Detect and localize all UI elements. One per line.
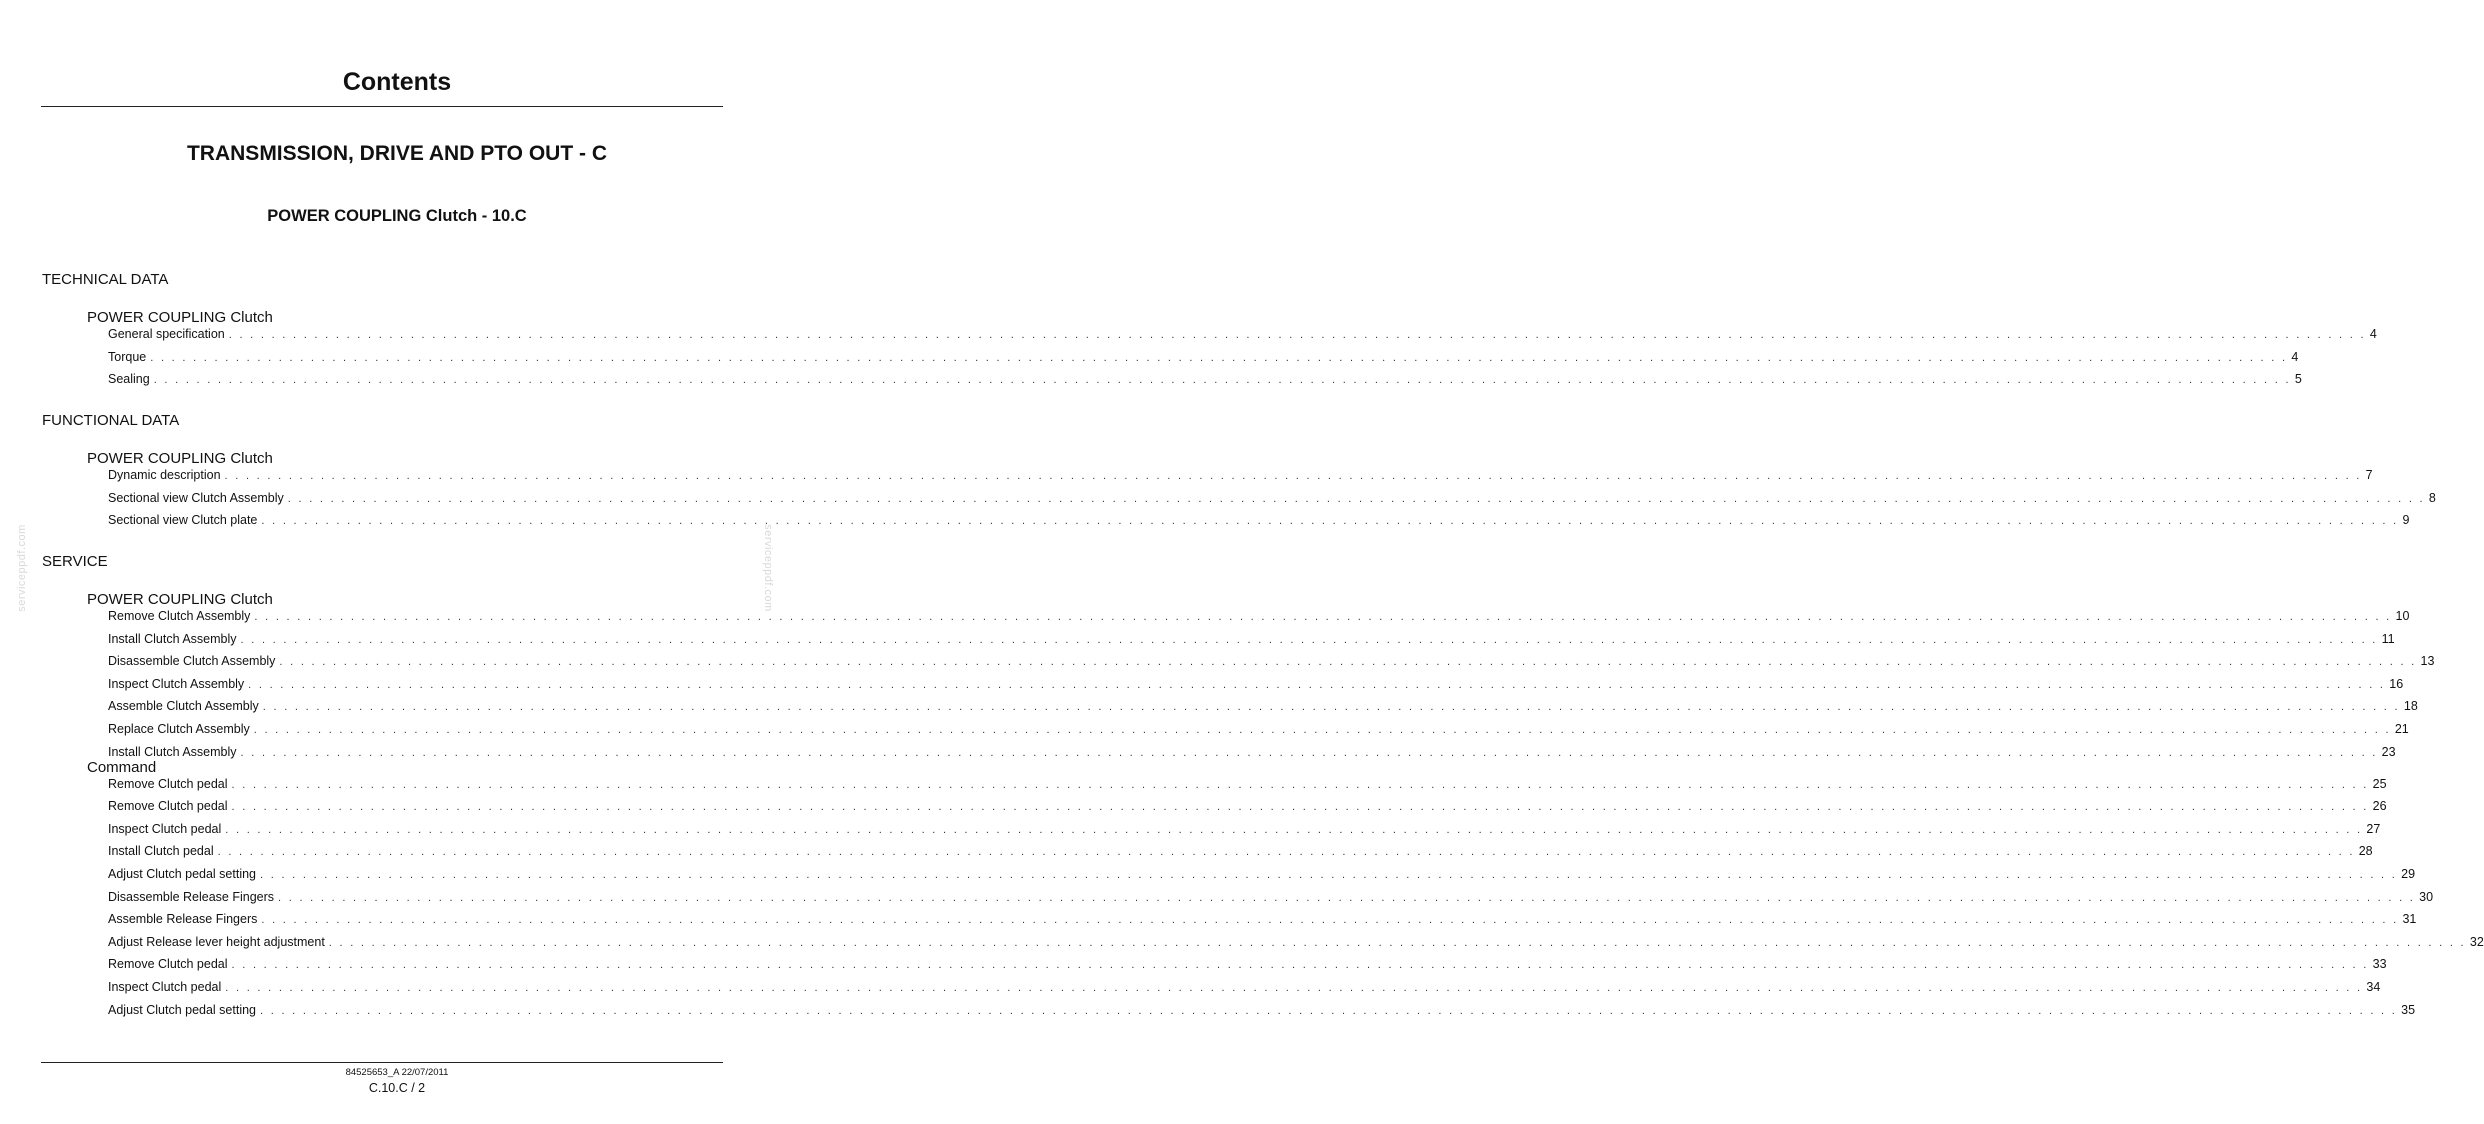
- toc-dot-leader: . . . . . . . . . . . . . . . . . . . . . . . . . . . . . . . . . . . . . . . . . . . . . . . . . . . . . . . . . . . . . . . . . . . . . . . . . . . . . . . . . . . . . . . . . . . . . . . . . . . . . . . . . . . . . . . . . . . . . . . . . . . . . . . . . . . . . . . . . . . . . . . . . . . . . . . . . . . . . . . . . . . . . . . . . . . . . . . . . . . . . . . . . . . . . . . . . . . . . . . .: [262, 701, 2400, 714]
- toc-entry-label: Disassemble Release Fingers: [108, 889, 275, 904]
- toc-category-title: SERVICE: [42, 553, 108, 570]
- toc-group-title: Command: [87, 758, 157, 776]
- toc-entry-label: Remove Clutch pedal: [108, 799, 228, 814]
- watermark-left: serviceppdf.com: [16, 524, 28, 612]
- toc-entry[interactable]: [108, 490, 2436, 506]
- toc-category-title: TECHNICAL DATA: [42, 271, 169, 288]
- toc-entry-page-number: 26: [2372, 799, 2387, 814]
- toc-entry-label: Install Clutch pedal: [108, 844, 214, 859]
- toc-group-title: POWER COUPLING Clutch: [87, 591, 273, 608]
- toc-entry-page-number: 23: [2381, 744, 2396, 759]
- toc-entry-page-number: 29: [2401, 867, 2416, 881]
- toc-entry[interactable]: [108, 1002, 2416, 1018]
- toc-entry-label: Dynamic description: [108, 468, 221, 482]
- toc-entry[interactable]: [108, 349, 2299, 365]
- toc-dot-leader: . . . . . . . . . . . . . . . . . . . . . . . . . . . . . . . . . . . . . . . . . . . . . . . . . . . . . . . . . . . . . . . . . . . . . . . . . . . . . . . . . . . . . . . . . . . . . . . . . . . . . . . . . . . . . . . . . . . . . . . . . . . . . . . . . . . . . . . . . . . . . . . . . . . . . . . . . . . . . . . . . . . . . . . . . . . . . . . . . . . . . . . . . . . . . . . . . . . . . . . .: [217, 846, 2355, 859]
- toc-dot-leader: . . . . . . . . . . . . . . . . . . . . . . . . . . . . . . . . . . . . . . . . . . . . . . . . . . . . . . . . . . . . . . . . . . . . . . . . . . . . . . . . . . . . . . . . . . . . . . . . . . . . . . . . . . . . . . . . . . . . . . . . . . . . . . . . . . . . . . . . . . . . . . . . . . . . . . . . . . . . . . . . . . . . . . . . . . . . . . . . . . . . . . . . . . . . . . . . . . . . . . . .: [287, 492, 2425, 505]
- toc-dot-leader: . . . . . . . . . . . . . . . . . . . . . . . . . . . . . . . . . . . . . . . . . . . . . . . . . . . . . . . . . . . . . . . . . . . . . . . . . . . . . . . . . . . . . . . . . . . . . . . . . . . . . . . . . . . . . . . . . . . . . . . . . . . . . . . . . . . . . . . . . . . . . . . . . . . . . . . . . . . . . . . . . . . . . . . . . . . . . . . . . . . . . . . . . . . . . . . . . . . . . . . .: [240, 746, 2378, 759]
- toc-entry-label: Replace Clutch Assembly: [108, 722, 250, 736]
- toc-entry-label: Adjust Release lever height adjustment: [108, 934, 325, 949]
- toc-entry-label: Adjust Clutch pedal setting: [108, 867, 257, 881]
- toc-dot-leader: . . . . . . . . . . . . . . . . . . . . . . . . . . . . . . . . . . . . . . . . . . . . . . . . . . . . . . . . . . . . . . . . . . . . . . . . . . . . . . . . . . . . . . . . . . . . . . . . . . . . . . . . . . . . . . . . . . . . . . . . . . . . . . . . . . . . . . . . . . . . . . . . . . . . . . . . . . . . . . . . . . . . . . . . . . . . . . . . . . . . . . . . . . . . . . . . . . . . . . . .: [260, 869, 2398, 881]
- toc-dot-leader: . . . . . . . . . . . . . . . . . . . . . . . . . . . . . . . . . . . . . . . . . . . . . . . . . . . . . . . . . . . . . . . . . . . . . . . . . . . . . . . . . . . . . . . . . . . . . . . . . . . . . . . . . . . . . . . . . . . . . . . . . . . . . . . . . . . . . . . . . . . . . . . . . . . . . . . . . . . . . . . . . . . . . . . . . . . . . . . . . . . . . . . . . . . . . . . . . . . . . . . .: [254, 611, 2392, 623]
- toc-entry-label: Assemble Clutch Assembly: [108, 699, 259, 714]
- toc-entry-page-number: 11: [2381, 631, 2395, 646]
- toc-entry-page-number: 35: [2401, 1002, 2416, 1017]
- toc-group-title: POWER COUPLING Clutch: [87, 309, 273, 326]
- toc-category-title: FUNCTIONAL DATA: [42, 412, 180, 429]
- toc-entry-label: Adjust Clutch pedal setting: [108, 1002, 257, 1017]
- toc-entry-page-number: 5: [2294, 372, 2302, 387]
- toc-entry-page-number: 25: [2372, 776, 2387, 791]
- toc-entry-page-number: 27: [2366, 821, 2381, 836]
- toc-entry[interactable]: [108, 721, 2409, 737]
- toc-dot-leader: . . . . . . . . . . . . . . . . . . . . . . . . . . . . . . . . . . . . . . . . . . . . . . . . . . . . . . . . . . . . . . . . . . . . . . . . . . . . . . . . . . . . . . . . . . . . . . . . . . . . . . . . . . . . . . . . . . . . . . . . . . . . . . . . . . . . . . . . . . . . . . . . . . . . . . . . . . . . . . . . . . . . . . . . . . . . . . . . . . . . . . . . . . . . . . . . . . . . . . . .: [240, 633, 2378, 646]
- toc-dot-leader: . . . . . . . . . . . . . . . . . . . . . . . . . . . . . . . . . . . . . . . . . . . . . . . . . . . . . . . . . . . . . . . . . . . . . . . . . . . . . . . . . . . . . . . . . . . . . . . . . . . . . . . . . . . . . . . . . . . . . . . . . . . . . . . . . . . . . . . . . . . . . . . . . . . . . . . . . . . . . . . . . . . . . . . . . . . . . . . . . . . . . . . . . . . . . . . . . . . . . . . .: [279, 656, 2417, 669]
- toc-entry-label: Assemble Release Fingers: [108, 912, 258, 927]
- toc-entry-label: Sectional view Clutch plate: [108, 513, 258, 528]
- toc-entry-page-number: 7: [2365, 468, 2373, 482]
- toc-entry[interactable]: [108, 911, 2417, 927]
- toc-dot-leader: . . . . . . . . . . . . . . . . . . . . . . . . . . . . . . . . . . . . . . . . . . . . . . . . . . . . . . . . . . . . . . . . . . . . . . . . . . . . . . . . . . . . . . . . . . . . . . . . . . . . . . . . . . . . . . . . . . . . . . . . . . . . . . . . . . . . . . . . . . . . . . . . . . . . . . . . . . . . . . . . . . . . . . . . . . . . . . . . . . . . . . . . . . . . . . . . . . . . . . . .: [328, 936, 2466, 949]
- watermark-right: serviceppdf.com: [762, 524, 774, 612]
- toc-entry[interactable]: [108, 512, 2410, 528]
- toc-dot-leader: . . . . . . . . . . . . . . . . . . . . . . . . . . . . . . . . . . . . . . . . . . . . . . . . . . . . . . . . . . . . . . . . . . . . . . . . . . . . . . . . . . . . . . . . . . . . . . . . . . . . . . . . . . . . . . . . . . . . . . . . . . . . . . . . . . . . . . . . . . . . . . . . . . . . . . . . . . . . . . . . . . . . . . . . . . . . . . . . . . . . . . . . . . . . . . . . . . . . . . . .: [231, 959, 2369, 972]
- toc-entry[interactable]: [108, 371, 2302, 387]
- toc-entry-label: Remove Clutch Assembly: [108, 609, 251, 623]
- toc-entry-page-number: 28: [2358, 844, 2373, 859]
- toc-entry-label: Torque: [108, 349, 147, 364]
- toc-entry[interactable]: [108, 744, 2396, 760]
- toc-dot-leader: . . . . . . . . . . . . . . . . . . . . . . . . . . . . . . . . . . . . . . . . . . . . . . . . . . . . . . . . . . . . . . . . . . . . . . . . . . . . . . . . . . . . . . . . . . . . . . . . . . . . . . . . . . . . . . . . . . . . . . . . . . . . . . . . . . . . . . . . . . . . . . . . . . . . . . . . . . . . . . . . . . . . . . . . . . . . . . . . . . . . . . . . . . . . . . . . . . . . . . . .: [228, 329, 2366, 341]
- toc-entry-label: Inspect Clutch pedal: [108, 821, 222, 836]
- toc-entry[interactable]: [108, 821, 2381, 837]
- toc-entry-label: General specification: [108, 327, 225, 341]
- toc-entry[interactable]: [108, 326, 2377, 342]
- toc-dot-leader: . . . . . . . . . . . . . . . . . . . . . . . . . . . . . . . . . . . . . . . . . . . . . . . . . . . . . . . . . . . . . . . . . . . . . . . . . . . . . . . . . . . . . . . . . . . . . . . . . . . . . . . . . . . . . . . . . . . . . . . . . . . . . . . . . . . . . . . . . . . . . . . . . . . . . . . . . . . . . . . . . . . . . . . . . . . . . . . . . . . . . . . . . . . . . . . . . . . . . . . .: [150, 351, 2288, 364]
- toc-entry[interactable]: [108, 698, 2418, 714]
- page-title: Contents: [342, 68, 452, 96]
- subsection-title: POWER COUPLING Clutch - 10.C: [267, 207, 527, 225]
- toc-entry-page-number: 10: [2395, 609, 2410, 623]
- section-title: TRANSMISSION, DRIVE AND PTO OUT - C: [186, 142, 608, 165]
- toc-dot-leader: . . . . . . . . . . . . . . . . . . . . . . . . . . . . . . . . . . . . . . . . . . . . . . . . . . . . . . . . . . . . . . . . . . . . . . . . . . . . . . . . . . . . . . . . . . . . . . . . . . . . . . . . . . . . . . . . . . . . . . . . . . . . . . . . . . . . . . . . . . . . . . . . . . . . . . . . . . . . . . . . . . . . . . . . . . . . . . . . . . . . . . . . . . . . . . . . . . . . . . . .: [225, 982, 2363, 994]
- toc-entry-page-number: 18: [2403, 699, 2418, 714]
- toc-dot-leader: . . . . . . . . . . . . . . . . . . . . . . . . . . . . . . . . . . . . . . . . . . . . . . . . . . . . . . . . . . . . . . . . . . . . . . . . . . . . . . . . . . . . . . . . . . . . . . . . . . . . . . . . . . . . . . . . . . . . . . . . . . . . . . . . . . . . . . . . . . . . . . . . . . . . . . . . . . . . . . . . . . . . . . . . . . . . . . . . . . . . . . . . . . . . . . . . . . . . . . . .: [231, 778, 2369, 791]
- toc-entry-label: Remove Clutch pedal: [108, 957, 228, 972]
- toc-entry[interactable]: [108, 776, 2387, 792]
- toc-entry-page-number: 4: [2291, 349, 2299, 364]
- page-number: C.10.C / 2: [368, 1081, 426, 1095]
- toc-entry[interactable]: [108, 653, 2435, 669]
- toc-entry[interactable]: [108, 843, 2373, 859]
- toc-dot-leader: . . . . . . . . . . . . . . . . . . . . . . . . . . . . . . . . . . . . . . . . . . . . . . . . . . . . . . . . . . . . . . . . . . . . . . . . . . . . . . . . . . . . . . . . . . . . . . . . . . . . . . . . . . . . . . . . . . . . . . . . . . . . . . . . . . . . . . . . . . . . . . . . . . . . . . . . . . . . . . . . . . . . . . . . . . . . . . . . . . . . . . . . . . . . . . . . . . . . . . . .: [248, 678, 2386, 691]
- toc-entry-label: Sectional view Clutch Assembly: [108, 490, 284, 505]
- toc-entry-page-number: 32: [2469, 934, 2484, 949]
- toc-entry-page-number: 21: [2394, 722, 2409, 736]
- toc-entry-label: Inspect Clutch pedal: [108, 980, 222, 994]
- toc-dot-leader: . . . . . . . . . . . . . . . . . . . . . . . . . . . . . . . . . . . . . . . . . . . . . . . . . . . . . . . . . . . . . . . . . . . . . . . . . . . . . . . . . . . . . . . . . . . . . . . . . . . . . . . . . . . . . . . . . . . . . . . . . . . . . . . . . . . . . . . . . . . . . . . . . . . . . . . . . . . . . . . . . . . . . . . . . . . . . . . . . . . . . . . . . . . . . . . . . . . . . . . .: [260, 1004, 2398, 1017]
- toc-entry-page-number: 13: [2420, 654, 2435, 669]
- toc-entry-label: Install Clutch Assembly: [108, 631, 237, 646]
- toc-entry[interactable]: [108, 608, 2410, 624]
- toc-entry-page-number: 31: [2402, 912, 2417, 927]
- toc-dot-leader: . . . . . . . . . . . . . . . . . . . . . . . . . . . . . . . . . . . . . . . . . . . . . . . . . . . . . . . . . . . . . . . . . . . . . . . . . . . . . . . . . . . . . . . . . . . . . . . . . . . . . . . . . . . . . . . . . . . . . . . . . . . . . . . . . . . . . . . . . . . . . . . . . . . . . . . . . . . . . . . . . . . . . . . . . . . . . . . . . . . . . . . . . . . . . . . . . . . . . . . .: [225, 823, 2363, 836]
- toc-entry-page-number: 30: [2419, 889, 2434, 904]
- toc-entry[interactable]: [108, 889, 2434, 905]
- toc-entry-label: Disassemble Clutch Assembly: [108, 654, 276, 669]
- toc-entry-page-number: 33: [2372, 957, 2387, 972]
- toc-dot-leader: . . . . . . . . . . . . . . . . . . . . . . . . . . . . . . . . . . . . . . . . . . . . . . . . . . . . . . . . . . . . . . . . . . . . . . . . . . . . . . . . . . . . . . . . . . . . . . . . . . . . . . . . . . . . . . . . . . . . . . . . . . . . . . . . . . . . . . . . . . . . . . . . . . . . . . . . . . . . . . . . . . . . . . . . . . . . . . . . . . . . . . . . . . . . . . . . . . . . . . . .: [153, 374, 2291, 387]
- toc-entry[interactable]: [108, 934, 2484, 950]
- toc-entry[interactable]: [108, 866, 2416, 882]
- toc-entry[interactable]: [108, 676, 2404, 692]
- toc-entry[interactable]: [108, 979, 2381, 995]
- toc-dot-leader: . . . . . . . . . . . . . . . . . . . . . . . . . . . . . . . . . . . . . . . . . . . . . . . . . . . . . . . . . . . . . . . . . . . . . . . . . . . . . . . . . . . . . . . . . . . . . . . . . . . . . . . . . . . . . . . . . . . . . . . . . . . . . . . . . . . . . . . . . . . . . . . . . . . . . . . . . . . . . . . . . . . . . . . . . . . . . . . . . . . . . . . . . . . . . . . . . . . . . . . .: [261, 914, 2399, 927]
- toc-entry-page-number: 8: [2428, 490, 2436, 505]
- toc-entry-label: Remove Clutch pedal: [108, 776, 228, 791]
- toc-dot-leader: . . . . . . . . . . . . . . . . . . . . . . . . . . . . . . . . . . . . . . . . . . . . . . . . . . . . . . . . . . . . . . . . . . . . . . . . . . . . . . . . . . . . . . . . . . . . . . . . . . . . . . . . . . . . . . . . . . . . . . . . . . . . . . . . . . . . . . . . . . . . . . . . . . . . . . . . . . . . . . . . . . . . . . . . . . . . . . . . . . . . . . . . . . . . . . . . . . . . . . . .: [253, 724, 2391, 736]
- toc-entry[interactable]: [108, 956, 2387, 972]
- toc-group-title: POWER COUPLING Clutch: [87, 450, 273, 467]
- toc-entry-page-number: 4: [2369, 327, 2377, 341]
- toc-entry-label: Install Clutch Assembly: [108, 744, 237, 759]
- toc-entry-page-number: 9: [2402, 513, 2410, 528]
- toc-dot-leader: . . . . . . . . . . . . . . . . . . . . . . . . . . . . . . . . . . . . . . . . . . . . . . . . . . . . . . . . . . . . . . . . . . . . . . . . . . . . . . . . . . . . . . . . . . . . . . . . . . . . . . . . . . . . . . . . . . . . . . . . . . . . . . . . . . . . . . . . . . . . . . . . . . . . . . . . . . . . . . . . . . . . . . . . . . . . . . . . . . . . . . . . . . . . . . . . . . . . . . . .: [261, 515, 2399, 528]
- toc-entry[interactable]: [108, 631, 2395, 647]
- toc-dot-leader: . . . . . . . . . . . . . . . . . . . . . . . . . . . . . . . . . . . . . . . . . . . . . . . . . . . . . . . . . . . . . . . . . . . . . . . . . . . . . . . . . . . . . . . . . . . . . . . . . . . . . . . . . . . . . . . . . . . . . . . . . . . . . . . . . . . . . . . . . . . . . . . . . . . . . . . . . . . . . . . . . . . . . . . . . . . . . . . . . . . . . . . . . . . . . . . . . . . . . . . .: [231, 801, 2369, 814]
- toc-dot-leader: . . . . . . . . . . . . . . . . . . . . . . . . . . . . . . . . . . . . . . . . . . . . . . . . . . . . . . . . . . . . . . . . . . . . . . . . . . . . . . . . . . . . . . . . . . . . . . . . . . . . . . . . . . . . . . . . . . . . . . . . . . . . . . . . . . . . . . . . . . . . . . . . . . . . . . . . . . . . . . . . . . . . . . . . . . . . . . . . . . . . . . . . . . . . . . . . . . . . . . . .: [224, 470, 2362, 482]
- bottom-rule: [41, 1062, 723, 1063]
- toc-entry-label: Inspect Clutch Assembly: [108, 676, 245, 691]
- toc-dot-leader: . . . . . . . . . . . . . . . . . . . . . . . . . . . . . . . . . . . . . . . . . . . . . . . . . . . . . . . . . . . . . . . . . . . . . . . . . . . . . . . . . . . . . . . . . . . . . . . . . . . . . . . . . . . . . . . . . . . . . . . . . . . . . . . . . . . . . . . . . . . . . . . . . . . . . . . . . . . . . . . . . . . . . . . . . . . . . . . . . . . . . . . . . . . . . . . . . . . . . . . .: [278, 891, 2416, 904]
- toc-entry-label: Sealing: [108, 372, 150, 387]
- toc-entry-page-number: 16: [2389, 676, 2404, 691]
- toc-entry[interactable]: [108, 467, 2373, 483]
- toc-entry-page-number: 34: [2366, 980, 2381, 994]
- document-reference: 84525653_A 22/07/2011: [345, 1067, 449, 1078]
- toc-entry[interactable]: [108, 798, 2387, 814]
